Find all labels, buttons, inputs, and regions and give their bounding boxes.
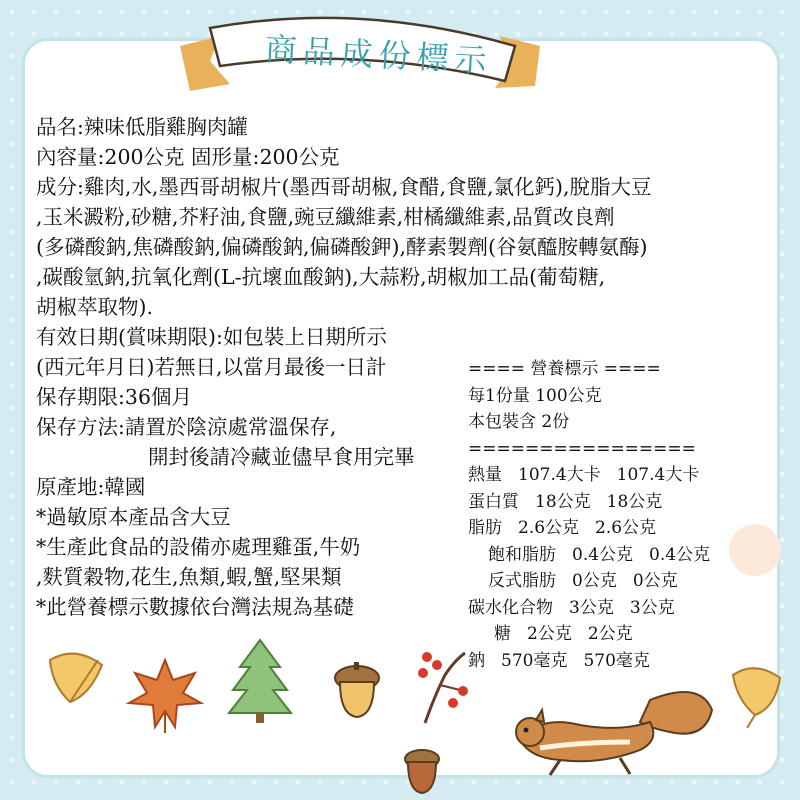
net-weight-line: 內容量:200公克 固形量:200公克 — [36, 145, 340, 169]
nutrient-name: 飽和脂肪 — [488, 544, 556, 565]
nutrition-divider: ================ — [468, 438, 696, 459]
nutrition-row — [468, 489, 768, 516]
nutrient-name: 糖 — [494, 624, 511, 644]
acorn-icon — [400, 745, 445, 795]
nutrition-row — [468, 515, 768, 542]
nutrition-row — [468, 462, 768, 489]
nutrient-value: 18公克 — [606, 491, 663, 512]
origin-line: 原產地:韓國 — [36, 475, 146, 499]
nutrient-value: 0公克 — [632, 571, 678, 591]
nutrient-name: 熱量 — [468, 465, 502, 485]
nutrient-value: 18公克 — [535, 491, 591, 512]
ginkgo-leaf-icon — [40, 640, 110, 710]
nutrient-value: 2公克 — [527, 624, 572, 644]
allergen-line: *生產此食品的設備亦處理雞蛋,牛奶 — [36, 535, 361, 559]
nutrient-value: 107.4大卡 — [616, 465, 700, 485]
nutrient-value: 2.6公克 — [518, 518, 580, 538]
servings-per-pack: 本包裝含 2份 — [468, 412, 570, 432]
ingredients-line: ,玉米澱粉,砂糖,芥籽油,食鹽,豌豆纖維素,柑橘纖維素,品質改良劑 — [36, 205, 615, 229]
expiry-line: (西元年月日)若無日,以當月最後一日計 — [36, 355, 387, 379]
shelf-life-line: 保存期限:36個月 — [36, 385, 192, 409]
banner-title: 商品成份標示 — [263, 30, 494, 80]
nutrient-name: 脂肪 — [468, 518, 502, 538]
ingredients-line: (多磷酸鈉,焦磷酸鈉,偏磷酸鈉,偏磷酸鉀),酵素製劑(谷氨醯胺轉氨酶) — [36, 235, 648, 259]
nutrient-value: 570毫克 — [583, 650, 650, 671]
ginkgo-leaf-icon — [725, 660, 785, 730]
nutrient-name: 碳水化合物 — [468, 597, 553, 618]
nutrient-value: 107.4大卡 — [518, 465, 601, 485]
nutrition-row — [468, 595, 768, 622]
product-name-line: 品名:辣味低脂雞胸肉罐 — [36, 115, 248, 139]
nutrient-value: 0公克 — [572, 571, 617, 591]
expiry-line: 有效日期(賞味期限):如包裝上日期所示 — [36, 325, 387, 349]
nutrient-value: 570毫克 — [501, 650, 568, 671]
nutrient-value: 3公克 — [629, 597, 675, 618]
acorn-icon — [330, 660, 385, 720]
ingredients-line: 胡椒萃取物). — [36, 295, 154, 319]
regulation-note: *此營養標示數據依台灣法規為基礎 — [36, 595, 354, 619]
nutrition-row — [468, 568, 768, 595]
maple-leaf-icon — [125, 655, 205, 735]
squirrel-icon — [500, 670, 715, 780]
nutrient-name: 鈉 — [468, 650, 485, 671]
nutrient-value: 2.6公克 — [595, 518, 657, 538]
nutrition-row — [468, 621, 768, 648]
ingredients-line: ,碳酸氫鈉,抗氧化劑(L-抗壞血酸鈉),大蒜粉,胡椒加工品(葡萄糖, — [36, 265, 606, 289]
storage-line: 保存方法:請置於陰涼處常溫保存, — [36, 415, 337, 439]
nutrition-header: ==== 營養標示 ==== — [468, 359, 661, 379]
nutrient-name: 反式脂肪 — [488, 571, 556, 591]
watermark-circle-icon — [725, 520, 785, 580]
nutrition-panel — [468, 356, 768, 674]
nutrition-row — [468, 542, 768, 569]
serving-size: 每1份量 100公克 — [468, 385, 602, 406]
nutrient-value: 0.4公克 — [572, 544, 634, 565]
nutrient-name: 蛋白質 — [468, 491, 519, 512]
allergen-line: ,麩質穀物,花生,魚類,蝦,蟹,堅果類 — [36, 565, 342, 589]
berry-branch-icon — [405, 645, 480, 725]
pine-tree-icon — [225, 635, 295, 725]
nutrient-value: 2公克 — [587, 624, 633, 644]
storage-line: 開封後請冷藏並儘早食用完畢 — [148, 445, 415, 469]
nutrient-value: 3公克 — [569, 597, 614, 618]
ingredients-line: 成分:雞肉,水,墨西哥胡椒片(墨西哥胡椒,食醋,食鹽,氯化鈣),脫脂大豆 — [36, 175, 652, 199]
allergen-line: *過敏原本產品含大豆 — [36, 505, 231, 529]
nutrient-value: 0.4公克 — [649, 544, 711, 565]
